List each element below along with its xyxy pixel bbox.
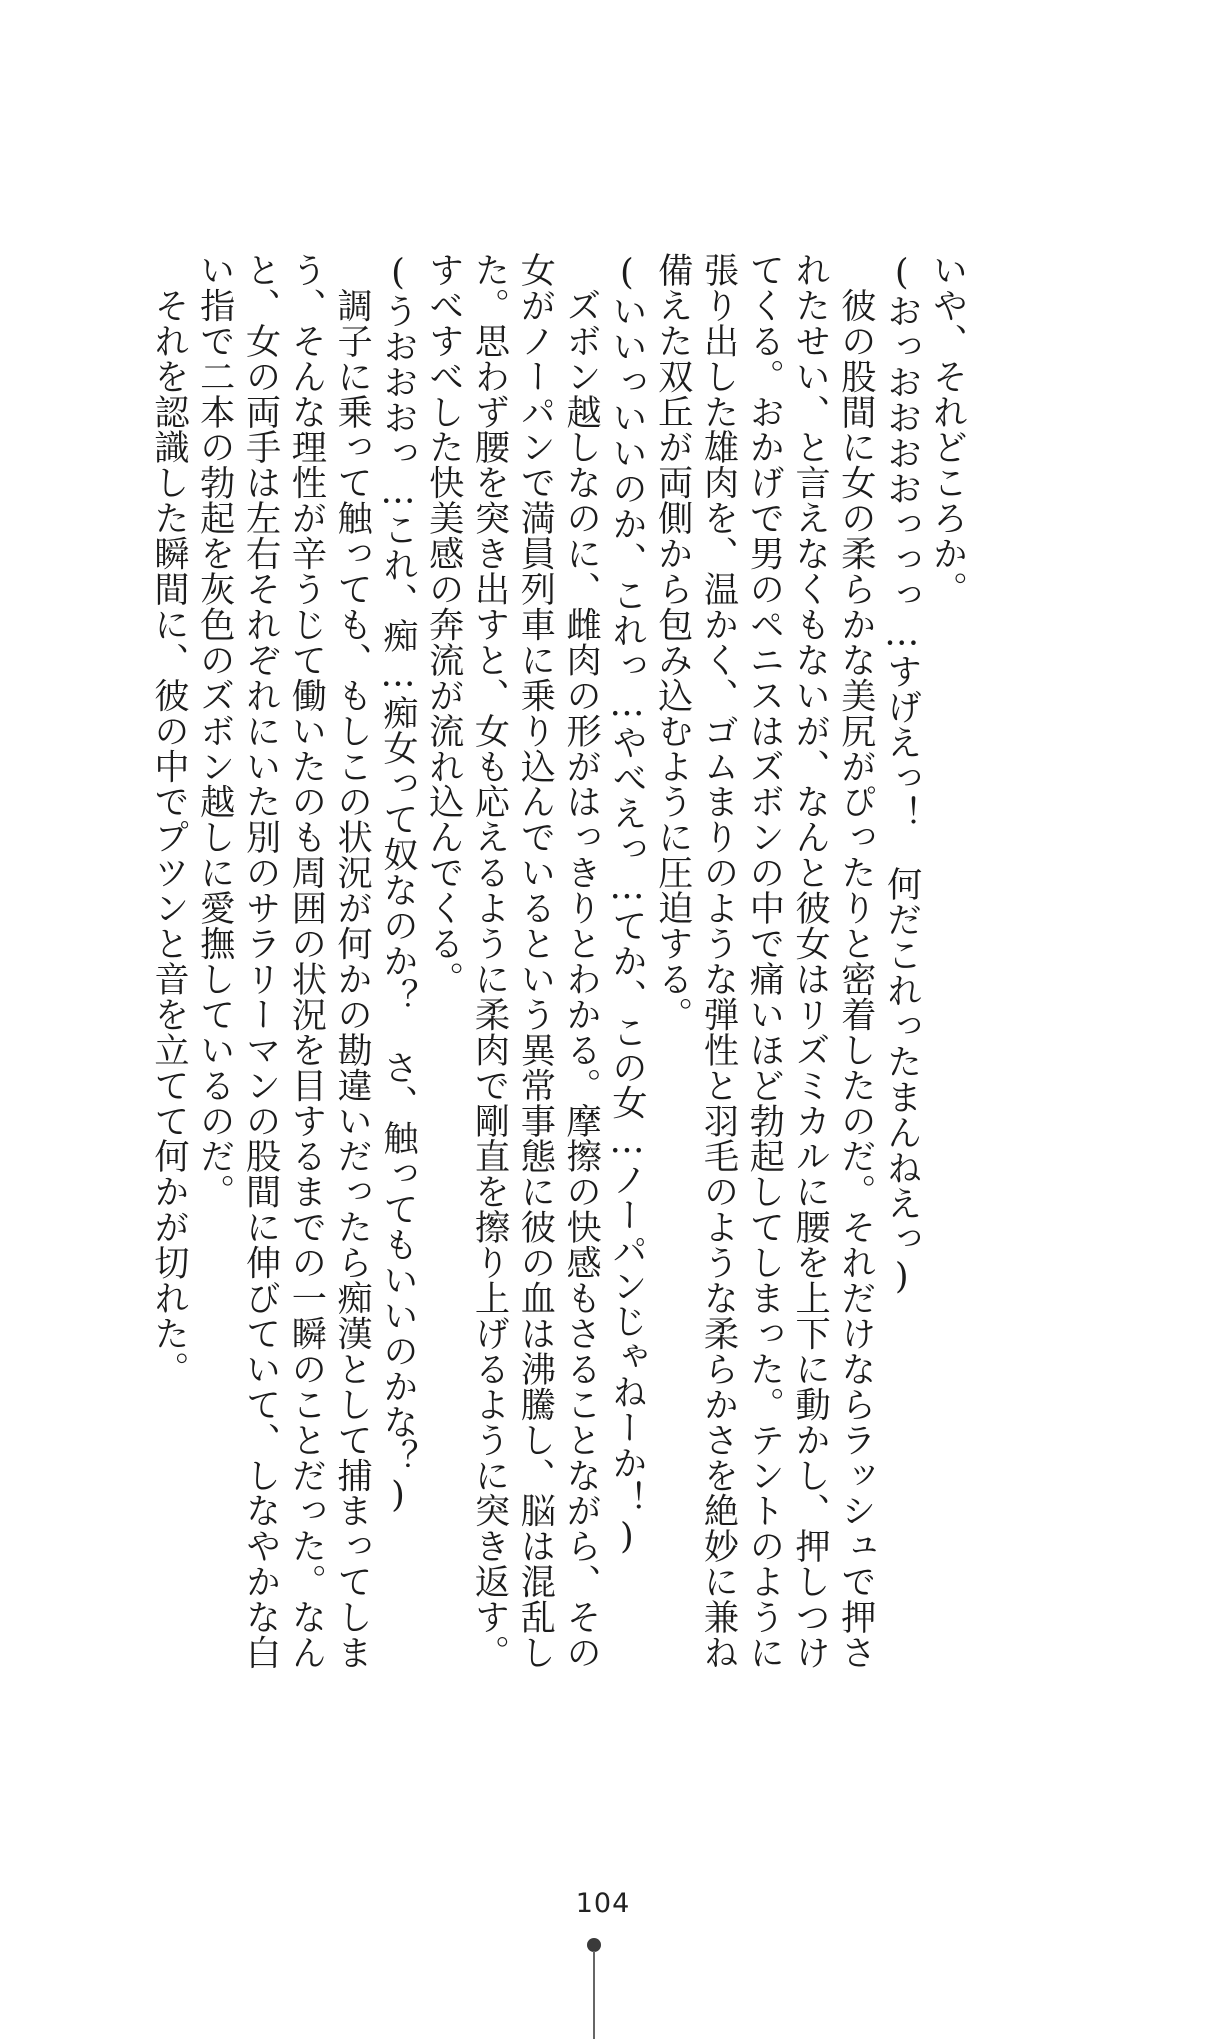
- page-number: 104: [575, 1888, 631, 1919]
- text-line: 調子に乗って触っても、もしこの状況が何かの勘違いだったら痴漢として捕まってしま: [331, 252, 373, 1670]
- text-line: と、女の両手は左右それぞれにいた別のサラリーマンの股間に伸びていて、しなやかな白: [240, 252, 282, 1670]
- text-line: い指で二本の勃起を灰色のズボン越しに愛撫しているのだ。: [194, 252, 236, 1210]
- page-marker-dot: [587, 1938, 601, 1952]
- text-line: れたせい、と言えなくもないが、なんと彼女はリズミカルに腰を上下に動かし、押しつけ: [789, 252, 831, 1670]
- text-line: 張り出した雄肉を、温かく、ゴムまりのような弾性と羽毛のような柔らかさを絶妙に兼ね: [698, 252, 740, 1670]
- text-line: すべすべした快美感の奔流が流れ込んでくる。: [423, 252, 465, 997]
- text-line: ズボン越しなのに、雌肉の形がはっきりとわかる。摩擦の快感もさることながら、その: [560, 252, 602, 1670]
- text-line: 備えた双丘が両側から包み込むように圧迫する。: [652, 252, 694, 1032]
- text-line: (いいっいいのか、これっ…やべえっ…てか、この女…ノーパンじゃねーか！): [606, 252, 648, 1558]
- text-line: 彼の股間に女の柔らかな美尻がぴったりと密着したのだ。それだけならラッシュで押さ: [835, 252, 877, 1670]
- text-line: (おっおおおおっっっ…すげえっ！ 何だこれったまんねえっ): [881, 252, 923, 1298]
- text-line: (うおおおっ…これ、痴…痴女って奴なのか？ さ、触ってもいいのかな？): [377, 252, 419, 1516]
- text-line: てくる。おかげで男のペニスはズボンの中で痛いほど勃起してしまった。テントのように: [743, 252, 785, 1670]
- vertical-text-body: [110, 252, 970, 1752]
- text-line: た。思わず腰を突き出すと、女も応えるように柔肉で剛直を擦り上げるように突き返す。: [469, 252, 511, 1670]
- text-line: 女がノーパンで満員列車に乗り込んでいるという異常事態に彼の血は沸騰し、脳は混乱し: [514, 252, 556, 1670]
- page-marker-line: [593, 1951, 595, 2039]
- text-line: う、そんな理性が辛うじて働いたのも周囲の状況を目するまでの一瞬のことだった。なん: [285, 252, 327, 1670]
- text-line: それを認識した瞬間に、彼の中でプツンと音を立てて何かが切れた。: [148, 252, 190, 1387]
- text-line: いや、それどころか。: [927, 252, 968, 607]
